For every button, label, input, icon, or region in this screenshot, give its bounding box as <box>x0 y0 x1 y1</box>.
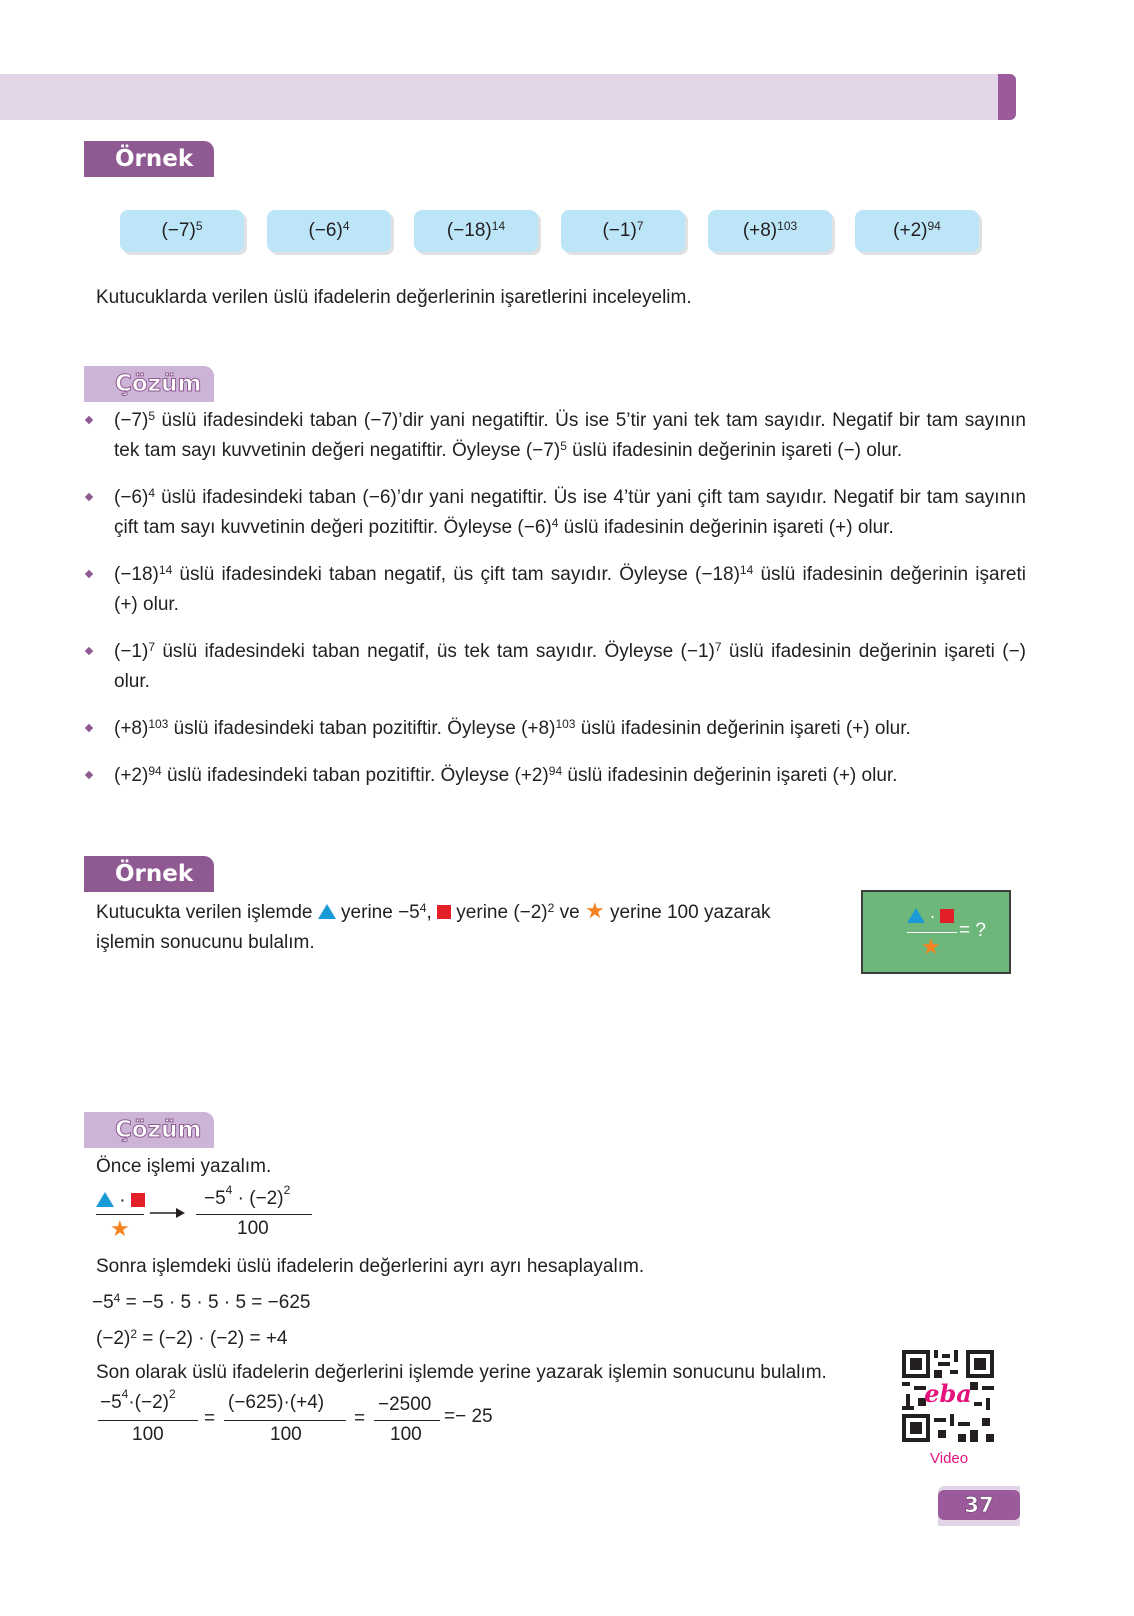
final-frac2-numerator: (−625)·(+4) <box>228 1392 325 1413</box>
equals-sign-1: = <box>204 1408 216 1429</box>
expr-box-3 <box>414 210 538 252</box>
video-label[interactable]: Video <box>930 1450 969 1467</box>
bullet-diamond-icon <box>85 416 93 424</box>
calc-line-2: $(-2)^2 = (-2) \cdot (-2) = +4$ <box>96 1327 288 1349</box>
blue-triangle-icon <box>318 904 336 919</box>
solution1-bullet-3: $(-18)^{14}$ üslü ifadesindeki taban negatif, üs çift tam sayıdır. Öyleyse $(-18)^{14}$ üslü ifadesinin değerinin işareti (+) olur. <box>86 560 1026 620</box>
final-frac1-line <box>98 1420 198 1421</box>
ornek-label-2: Örnek <box>84 856 214 892</box>
expr-base: (−6) <box>308 220 343 241</box>
solution1-bullet-4: $(-1)^7$ üslü ifadesindeki taban negatif, üs tek tam sayıdır. Öyleyse $(-1)^7$ üslü ifadesinin değerinin işareti (−) olur. <box>86 637 1026 697</box>
bullet-diamond-icon <box>85 771 93 779</box>
final-frac3-denominator: 100 <box>390 1424 422 1445</box>
top-band <box>0 74 1000 120</box>
solution2-step2: Sonra işlemdeki üslü ifadelerin değerlerini ayrı ayrı hesaplayalım. <box>96 1256 645 1277</box>
expr-exp: 7 <box>636 219 644 233</box>
solution2-intro: Önce işlemi yazalım. <box>96 1156 272 1177</box>
equals-sign-2: = <box>354 1408 366 1429</box>
example2-prompt: Kutucukta verilen işlemde yerine $-5^4$, yerine $(-2)^2$ ve ★ yerine 100 yazarak <box>96 898 771 923</box>
board-dot: · <box>929 906 936 926</box>
expr-exp: 14 <box>491 219 506 233</box>
fraction-numerator: $-5^4 \cdot (-2)^2$ <box>204 1183 291 1209</box>
final-frac1-denominator: 100 <box>132 1424 164 1445</box>
expr-box-5 <box>708 210 832 252</box>
cozum-label-2: Çözüm <box>84 1112 214 1148</box>
bullet-diamond-icon <box>85 724 93 732</box>
final-frac1-numerator: $-5^4\cdot(-2)^2$ <box>100 1387 176 1413</box>
top-band-tab <box>998 74 1016 120</box>
arrow-right-icon <box>150 1206 186 1220</box>
expr-box-1 <box>120 210 244 252</box>
expr-base: (−18) <box>446 220 492 241</box>
final-frac2-line <box>224 1420 346 1421</box>
board-numerator <box>907 906 954 927</box>
fraction-denominator: 100 <box>237 1218 269 1239</box>
calc-line-1: $-5^4 = -5 \cdot 5 \cdot 5 \cdot 5 = -625$ <box>92 1291 311 1313</box>
orange-star-icon: ★ <box>110 1216 130 1241</box>
expr-base: (+2) <box>893 220 928 241</box>
final-result: =− 25 <box>444 1406 493 1427</box>
cozum-label-1: Çözüm <box>84 366 214 402</box>
blue-triangle-icon <box>96 1192 114 1207</box>
expr-exp: 94 <box>927 219 941 233</box>
blue-triangle-icon <box>907 908 925 923</box>
ornek-label-1: Örnek <box>84 141 214 177</box>
page-number: 37 <box>938 1490 1020 1520</box>
orange-star-icon: ★ <box>921 934 941 959</box>
expr-box-2 <box>267 210 391 252</box>
expr-box-4 <box>561 210 685 252</box>
symbol-fraction-numerator <box>96 1190 145 1212</box>
symbol-fraction-line <box>96 1214 144 1215</box>
final-frac3-line <box>374 1420 440 1421</box>
green-board <box>861 890 1011 974</box>
solution2-step3: Son olarak üslü ifadelerin değerlerini işlemde yerine yazarak işlemin sonucunu bulalım. <box>96 1362 827 1383</box>
example2-prompt-line2: işlemin sonucunu bulalım. <box>96 932 315 953</box>
bullet-diamond-icon <box>85 647 93 655</box>
final-frac3-numerator: −2500 <box>378 1394 432 1415</box>
fraction-line <box>196 1214 312 1215</box>
solution1-bullet-6: $(+2)^{94}$ üslü ifadesindeki taban pozitiftir. Öyleyse $(+2)^{94}$ üslü ifadesinin değerinin işareti (+) olur. <box>86 761 1026 791</box>
expr-base: (+8) <box>742 220 778 241</box>
expr-exp: 5 <box>195 219 203 233</box>
expr-exp: 103 <box>777 219 798 233</box>
board-equals: = ? <box>959 920 986 941</box>
orange-star-icon: ★ <box>584 898 605 923</box>
qr-code-icon[interactable] <box>902 1350 994 1442</box>
red-square-icon <box>437 905 451 919</box>
expr-base: (−7) <box>161 220 196 241</box>
symbol-dot: · <box>119 1190 126 1211</box>
solution1-bullet-5: $(+8)^{103}$ üslü ifadesindeki taban pozitiftir. Öyleyse $(+8)^{103}$ üslü ifadesinin değerinin işareti (+) olur. <box>86 714 1026 744</box>
final-frac2-denominator: 100 <box>270 1424 302 1445</box>
board-fraction-line <box>907 932 957 933</box>
bullet-diamond-icon <box>85 493 93 501</box>
bullet-diamond-icon <box>85 570 93 578</box>
red-square-icon <box>940 909 954 923</box>
expr-box-6 <box>855 210 979 252</box>
solution1-bullet-1: $(-7)^5$ üslü ifadesindeki taban (−7)’dir yani negatiftir. Üs ise 5’tir yani tek tam sayıdır. Negatif bir tam sayının tek tam sayı kuvvetinin değeri negatiftir. Öyleyse $(-7)^5$ üslü ifadesinin değerinin işareti (−) olur. <box>86 406 1026 466</box>
expr-base: (−1) <box>602 220 637 241</box>
eba-logo: eba <box>924 1379 972 1408</box>
solution1-bullet-2: $(-6)^4$ üslü ifadesindeki taban (−6)’dır yani negatiftir. Üs ise 4’tür yani çift tam sayıdır. Negatif bir tam sayının çift tam sayı kuvvetinin değeri pozitiftir. Öyleyse $(-6)^4$ üslü ifadesinin değerinin işareti (+) olur. <box>86 483 1026 543</box>
example1-prompt: Kutucuklarda verilen üslü ifadelerin değerlerinin işaretlerini inceleyelim. <box>96 287 692 308</box>
red-square-icon <box>131 1193 145 1207</box>
expr-exp: 4 <box>342 219 350 233</box>
